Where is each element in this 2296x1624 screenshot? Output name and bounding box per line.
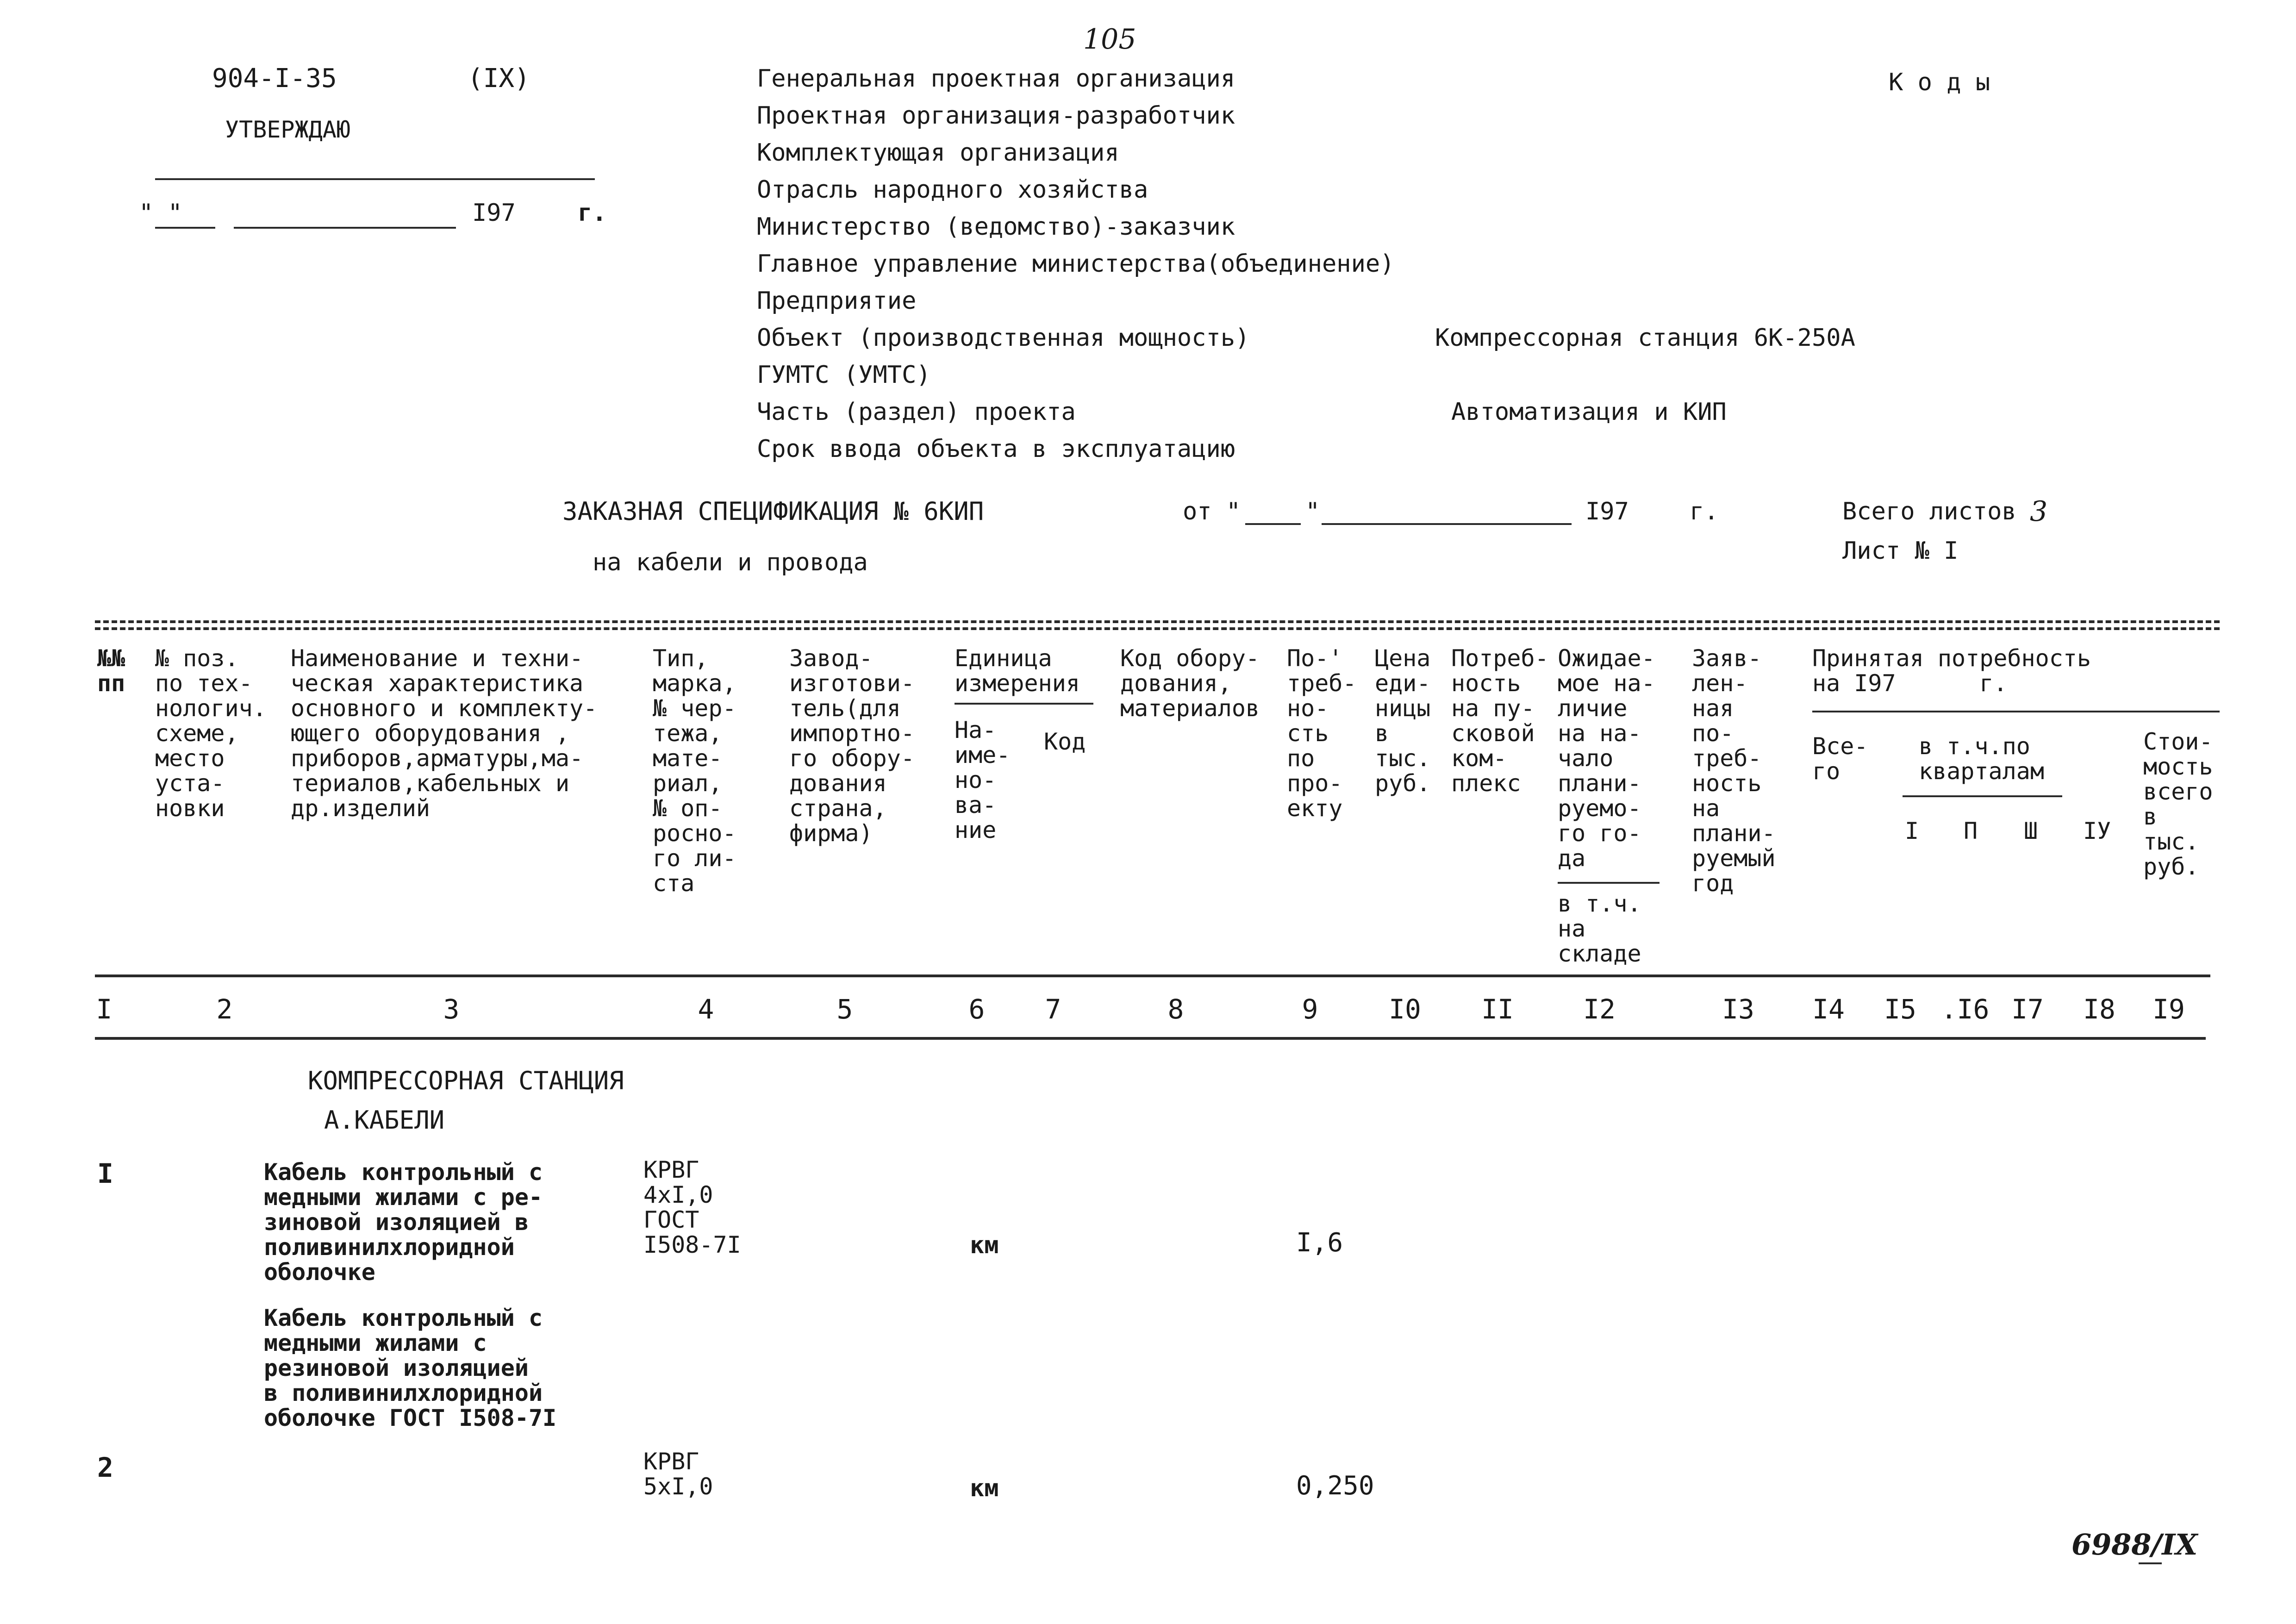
- row-1-quantity: I,6: [1296, 1228, 1343, 1258]
- spec-title: ЗАКАЗНАЯ СПЕЦИФИКАЦИЯ № 6КИП: [562, 497, 984, 526]
- org-field-section: Часть (раздел) проекта: [757, 398, 1076, 426]
- total-sheets-value: 3: [2030, 495, 2048, 528]
- spec-day-line: [1245, 523, 1301, 525]
- row-2-type: КРВГ 5хI,0: [643, 1448, 713, 1500]
- column-number-18: I8: [2083, 993, 2115, 1025]
- object-value: Компрессорная станция 6К-250А: [1435, 324, 1855, 352]
- org-field-developer: Проектная организация-разработчик: [757, 102, 1235, 130]
- column-number-7: 7: [1045, 993, 1061, 1025]
- header-col-12-sub: в т.ч. на складе: [1558, 890, 1641, 967]
- spec-month-line: [1322, 523, 1572, 525]
- header-col-7: Код: [1044, 728, 1086, 755]
- row-2-unit: км: [970, 1474, 999, 1502]
- org-field-industry: Отрасль народного хозяйства: [757, 176, 1148, 204]
- archive-stamp-underline: [2139, 1562, 2162, 1564]
- column-number-11: II: [1481, 993, 1514, 1025]
- row-1-unit: км: [970, 1231, 999, 1259]
- org-field-completing: Комплектующая организация: [757, 139, 1119, 167]
- header-top-rule: [95, 620, 2220, 623]
- org-field-object: Объект (производственная мощность): [757, 324, 1250, 352]
- header-col-10: Цена еди- ницы в тыс. руб.: [1375, 645, 1431, 797]
- column-number-2: 2: [216, 993, 233, 1025]
- column-number-14: I4: [1812, 993, 1845, 1025]
- approve-year-suffix: г.: [578, 199, 607, 227]
- column-numbers-top-rule: [95, 974, 2210, 977]
- row-1-name: Кабель контрольный с медными жилами с ре- зиновой изоляцией в поливинилхлоридной оболочке: [264, 1159, 543, 1286]
- spec-from: от ": [1183, 498, 1241, 525]
- header-col-8: Код обору- дования, материалов: [1120, 645, 1260, 722]
- header-col-4: Тип, марка, № чер- тежа, мате- риал, № оп- росно- го ли- ста: [653, 645, 736, 897]
- header-col-14: Все- го: [1812, 733, 1868, 785]
- row-1b-name: Кабель контрольный с медными жилами с резиновой изоляцией в поливинилхлоридной оболочке ГОСТ I508-7I: [264, 1305, 557, 1431]
- spec-quote-close: ": [1305, 498, 1320, 525]
- spec-year: I97: [1585, 498, 1629, 525]
- header-col-3: Наименование и техни- ческая характеристика основного и комплекту- ющего оборудования , приборов,арматуры,ма- териалов,кабельных и др.изделий: [291, 645, 598, 822]
- header-unit-rule: [955, 703, 1093, 705]
- column-number-5: 5: [836, 993, 853, 1025]
- column-numbers-bottom-rule: [95, 1037, 2206, 1040]
- header-col-6: На- име- но- ва- ние: [955, 717, 1011, 843]
- org-field-general: Генеральная проектная организация: [757, 65, 1235, 93]
- codes-label: К о д ы: [1889, 69, 1990, 96]
- page-number: 105: [1083, 23, 1136, 56]
- header-col-9: По-' треб- но- сть по про- екту: [1287, 645, 1357, 822]
- header-col-5: Завод- изготови- тель(для импортно- го обору- дования страна, фирма): [789, 645, 915, 847]
- approve-label: УТВЕРЖДАЮ: [225, 116, 350, 143]
- header-quarter-3: Ш: [2024, 818, 2038, 844]
- header-col-1: №№ пп: [97, 645, 125, 697]
- doc-code: 904-I-35: [212, 63, 337, 94]
- column-number-15: I5: [1884, 993, 1916, 1025]
- header-col-11: Потреб- ность на пу- сковой ком- плекс: [1451, 645, 1549, 797]
- header-top-rule-2: [95, 627, 2220, 630]
- header-accepted-rule: [1812, 711, 2220, 712]
- column-number-8: 8: [1167, 993, 1184, 1025]
- section-value: Автоматизация и КИП: [1451, 398, 1727, 426]
- header-col-2: № поз. по тех- нологич. схеме, место уста- новки: [155, 645, 267, 822]
- column-number-13: I3: [1722, 993, 1754, 1025]
- column-number-16: .I6: [1940, 993, 1990, 1025]
- row-2-number: 2: [97, 1452, 113, 1483]
- row-1-type: КРВГ 4хI,0 ГОСТ I508-7I: [643, 1156, 741, 1258]
- header-col-12: Ожидае- мое на- личие на на- чало плани- руемо- го го- да: [1558, 645, 1655, 872]
- org-field-ministry: Министерство (ведомство)-заказчик: [757, 213, 1235, 241]
- header-quarter-1: I: [1905, 818, 1919, 844]
- approve-year: I97: [472, 199, 516, 227]
- row-2-quantity: 0,250: [1296, 1471, 1374, 1501]
- header-col-15-top: в т.ч.по кварталам: [1919, 733, 2044, 785]
- header-col-6-top: Единица измерения: [955, 645, 1080, 697]
- sheet-label: Лист № I: [1842, 537, 1959, 565]
- org-field-gumts: ГУМТС (УМТС): [757, 361, 931, 389]
- org-field-deadline: Срок ввода объекта в эксплуатацию: [757, 435, 1235, 463]
- approve-month-line: [234, 227, 456, 229]
- header-quarter-4: IУ: [2083, 818, 2111, 844]
- column-number-1: I: [96, 993, 112, 1025]
- approve-date-quotes: " ": [139, 199, 182, 227]
- column-number-9: 9: [1302, 993, 1318, 1025]
- org-field-main-directorate: Главное управление министерства(объединение): [757, 250, 1395, 278]
- spec-year-suffix: г.: [1690, 498, 1719, 525]
- archive-stamp: 6988/IX: [2071, 1528, 2198, 1562]
- approve-signature-line: [155, 178, 595, 180]
- row-1-number: I: [97, 1158, 113, 1189]
- total-sheets-label: Всего листов: [1842, 498, 2016, 525]
- header-quarters-rule: [1903, 795, 2062, 797]
- section-title: КОМПРЕССОРНАЯ СТАНЦИЯ: [308, 1066, 624, 1095]
- header-col-13: Заяв- лен- ная по- треб- ность на плани- руемый год: [1692, 645, 1776, 897]
- column-number-3: 3: [443, 993, 460, 1025]
- approve-day-line: [155, 227, 215, 229]
- subsection-title: А.КАБЕЛИ: [324, 1106, 445, 1135]
- column-number-19: I9: [2152, 993, 2185, 1025]
- doc-part: (IX): [468, 63, 530, 94]
- column-number-17: I7: [2011, 993, 2044, 1025]
- header-quarter-2: П: [1964, 818, 1978, 844]
- header-col-19: Стои- мость всего в тыс. руб.: [2143, 728, 2213, 880]
- column-number-6: 6: [968, 993, 985, 1025]
- org-field-enterprise: Предприятие: [757, 287, 917, 315]
- header-col-12-rule: [1558, 882, 1660, 884]
- spec-subtitle: на кабели и провода: [593, 549, 868, 576]
- column-number-4: 4: [698, 993, 714, 1025]
- column-number-12: I2: [1583, 993, 1616, 1025]
- column-number-10: I0: [1389, 993, 1421, 1025]
- header-col-14-top: Принятая потребность на I97 г.: [1812, 645, 2091, 697]
